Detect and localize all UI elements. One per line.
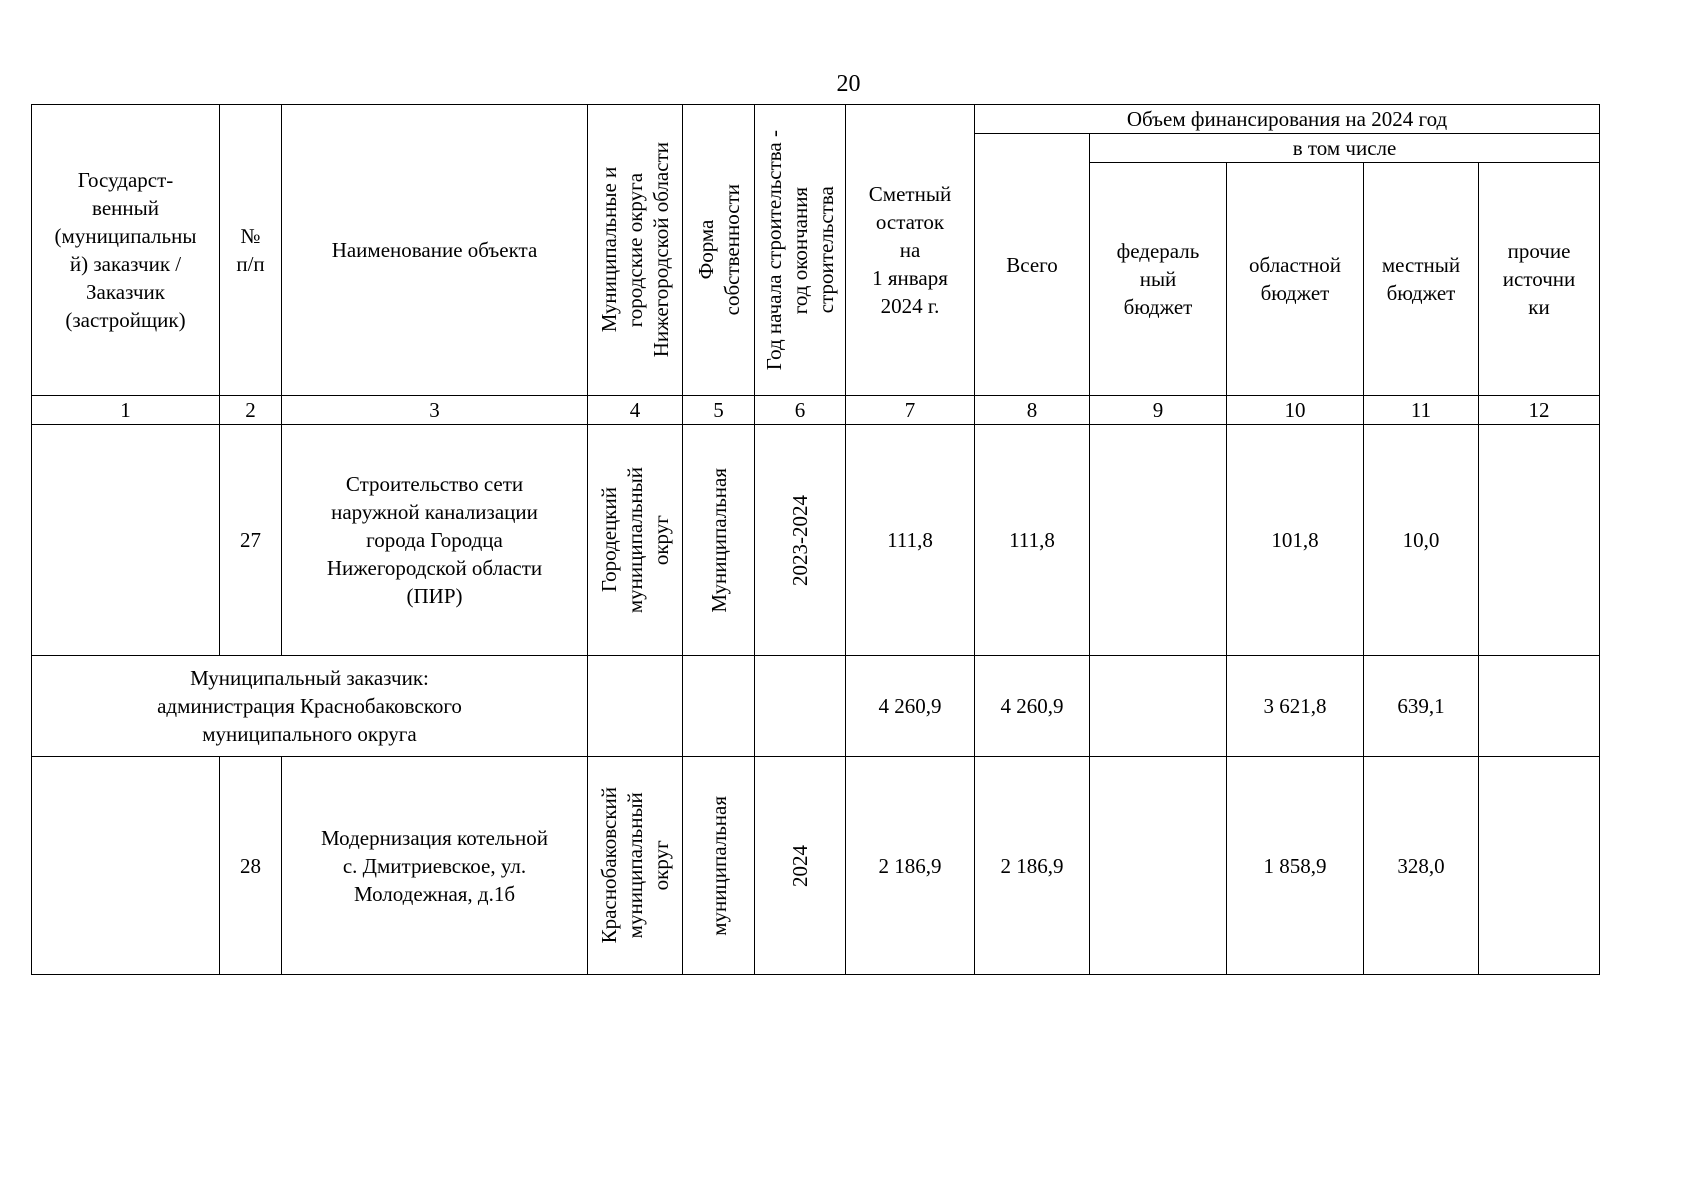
column-number: 2	[220, 396, 282, 425]
customer-other	[1479, 656, 1600, 757]
column-number: 10	[1227, 396, 1364, 425]
column-number: 11	[1364, 396, 1479, 425]
header-estimate: Сметный остаток на 1 января 2024 г.	[846, 105, 975, 396]
row28-federal	[1090, 757, 1227, 975]
row27-number: 27	[220, 425, 282, 656]
row27-other	[1479, 425, 1600, 656]
header-row-1	[32, 105, 1600, 134]
column-number: 3	[282, 396, 588, 425]
row28-district: Краснобаковский муниципальный округ	[588, 757, 683, 975]
header-local: местный бюджет	[1364, 163, 1479, 396]
column-number: 9	[1090, 396, 1227, 425]
column-number: 5	[683, 396, 755, 425]
table-row-27	[32, 425, 1600, 656]
customer-estimate: 4 260,9	[846, 656, 975, 757]
header-federal: федераль ный бюджет	[1090, 163, 1227, 396]
header-total: Всего	[975, 134, 1090, 396]
row27-object-name: Строительство сети наружной канализации города Городца Нижегородской области (ПИР)	[282, 425, 588, 656]
column-number: 4	[588, 396, 683, 425]
customer-local: 639,1	[1364, 656, 1479, 757]
customer-total: 4 260,9	[975, 656, 1090, 757]
header-number: № п/п	[220, 105, 282, 396]
header-years: Год начала строительства - год окончания строительства	[755, 105, 846, 396]
financing-table	[31, 104, 1600, 975]
row27-total: 111,8	[975, 425, 1090, 656]
header-including: в том числе	[1090, 134, 1600, 163]
row27-regional: 101,8	[1227, 425, 1364, 656]
row28-regional: 1 858,9	[1227, 757, 1364, 975]
header-ownership: Форма собственности	[683, 105, 755, 396]
customer-years	[755, 656, 846, 757]
customer-district	[588, 656, 683, 757]
customer-summary-row	[32, 656, 1600, 757]
column-number: 8	[975, 396, 1090, 425]
row27-federal	[1090, 425, 1227, 656]
header-customer: Государст- венный (муниципальны й) заказчик / Заказчик (застройщик)	[32, 105, 220, 396]
row28-local: 328,0	[1364, 757, 1479, 975]
row27-years: 2023-2024	[755, 425, 846, 656]
column-number: 6	[755, 396, 846, 425]
header-districts: Муниципальные и городские округа Нижегородской области	[588, 105, 683, 396]
column-number: 1	[32, 396, 220, 425]
row28-years: 2024	[755, 757, 846, 975]
table-row-28	[32, 757, 1600, 975]
row27-ownership: Муниципальная	[683, 425, 755, 656]
row27-estimate: 111,8	[846, 425, 975, 656]
row27-district: Городецкий муниципальный округ	[588, 425, 683, 656]
row28-ownership: муниципальная	[683, 757, 755, 975]
row28-customer	[32, 757, 220, 975]
header-regional: областной бюджет	[1227, 163, 1364, 396]
customer-label: Муниципальный заказчик: администрация Краснобаковского муниципального округа	[32, 656, 588, 757]
row28-other	[1479, 757, 1600, 975]
page-number: 20	[836, 71, 861, 97]
row28-number: 28	[220, 757, 282, 975]
column-numbers-row	[32, 396, 1600, 425]
column-number: 12	[1479, 396, 1600, 425]
row28-estimate: 2 186,9	[846, 757, 975, 975]
row27-customer	[32, 425, 220, 656]
column-number: 7	[846, 396, 975, 425]
header-object-name: Наименование объекта	[282, 105, 588, 396]
row28-object-name: Модернизация котельной с. Дмитриевское, ул. Молодежная, д.1б	[282, 757, 588, 975]
header-other: прочие источни ки	[1479, 163, 1600, 396]
customer-federal	[1090, 656, 1227, 757]
customer-ownership	[683, 656, 755, 757]
row27-local: 10,0	[1364, 425, 1479, 656]
row28-total: 2 186,9	[975, 757, 1090, 975]
customer-regional: 3 621,8	[1227, 656, 1364, 757]
header-funding-volume: Объем финансирования на 2024 год	[975, 105, 1600, 134]
